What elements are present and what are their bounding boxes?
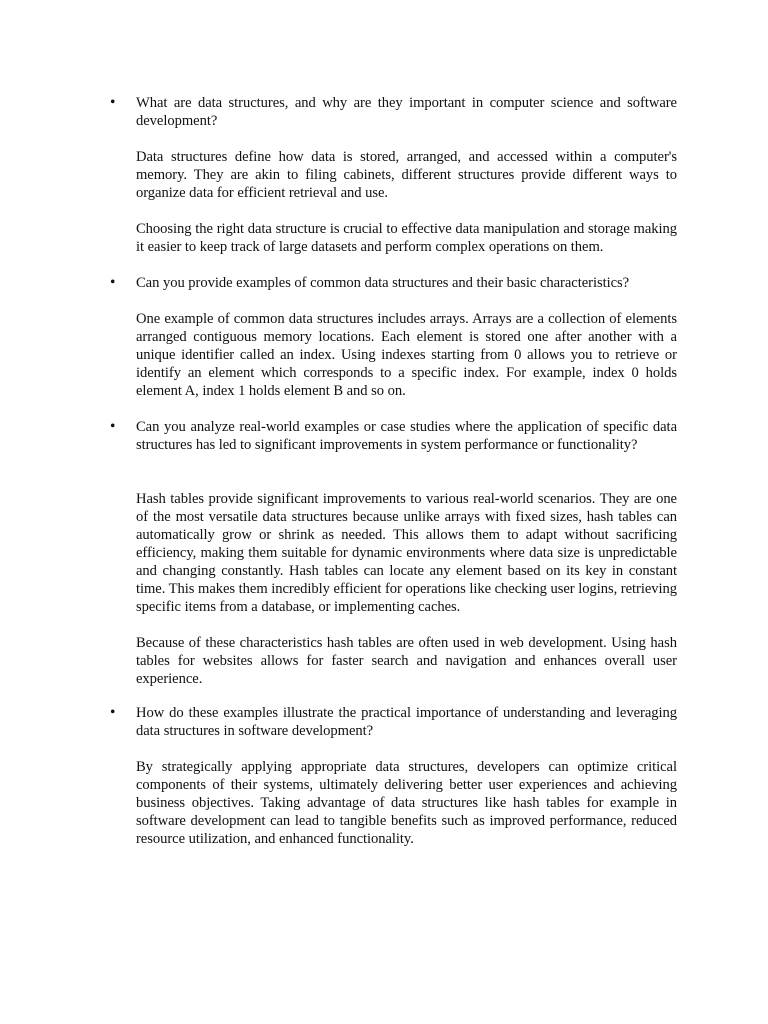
answer-4-paragraph-1: By strategically applying appropriate data structures, developers can optimize critical components of their systems, ultimately delivering better user experiences and achieving business objectives. Taking advantage of data structures like hash tables for example in software development can lead to tangible benefits such as improved performance, reduced resource utilization, and enhanced functionality. xyxy=(136,759,677,847)
answer-3-paragraph-2: Because of these characteristics hash tables are often used in web development. Using hash tables for websites allows for faster search and navigation and enhances overall user experience. xyxy=(136,635,677,687)
question-2: Can you provide examples of common data structures and their basic characteristics? xyxy=(136,275,630,291)
bullet-icon: • xyxy=(110,418,116,435)
question-3: Can you analyze real-world examples or case studies where the application of specific data structures has led to significant improvements in system performance or functionality? xyxy=(136,419,677,453)
bullet-icon: • xyxy=(110,94,116,111)
answer-1-paragraph-2: Choosing the right data structure is crucial to effective data manipulation and storage making it easier to keep track of large datasets and perform complex operations on them. xyxy=(136,221,677,255)
question-1: What are data structures, and why are they important in computer science and software development? xyxy=(136,95,677,129)
bullet-icon: • xyxy=(110,274,116,291)
bullet-icon: • xyxy=(110,704,116,721)
answer-3-paragraph-1: Hash tables provide significant improvements to various real-world scenarios. They are one of the most versatile data structures because unlike arrays with fixed sizes, hash tables can automatically grow or shrink as needed. This allows them to adapt without sacrificing efficiency, making them suitable for dynamic environments where data size is unpredictable and changing constantly. Hash tables can locate any element based on its key in constant time. This makes them incredibly efficient for operations like checking user logins, retrieving specific items from a database, or implementing caches. xyxy=(136,491,678,615)
question-4: How do these examples illustrate the practical importance of understanding and leveraging data structures in software development? xyxy=(136,705,677,739)
answer-1-paragraph-1: Data structures define how data is stored, arranged, and accessed within a computer's memory. They are akin to filing cabinets, different structures provide different ways to organize data for efficient retrieval and use. xyxy=(136,149,677,201)
answer-2-paragraph-1: One example of common data structures includes arrays. Arrays are a collection of elements arranged contiguous memory locations. Each element is stored one after another with a unique identifier called an index. Using indexes starting from 0 allows you to retrieve or identify an element which corresponds to a specific index. For example, index 0 holds element A, index 1 holds element B and so on. xyxy=(136,311,677,399)
